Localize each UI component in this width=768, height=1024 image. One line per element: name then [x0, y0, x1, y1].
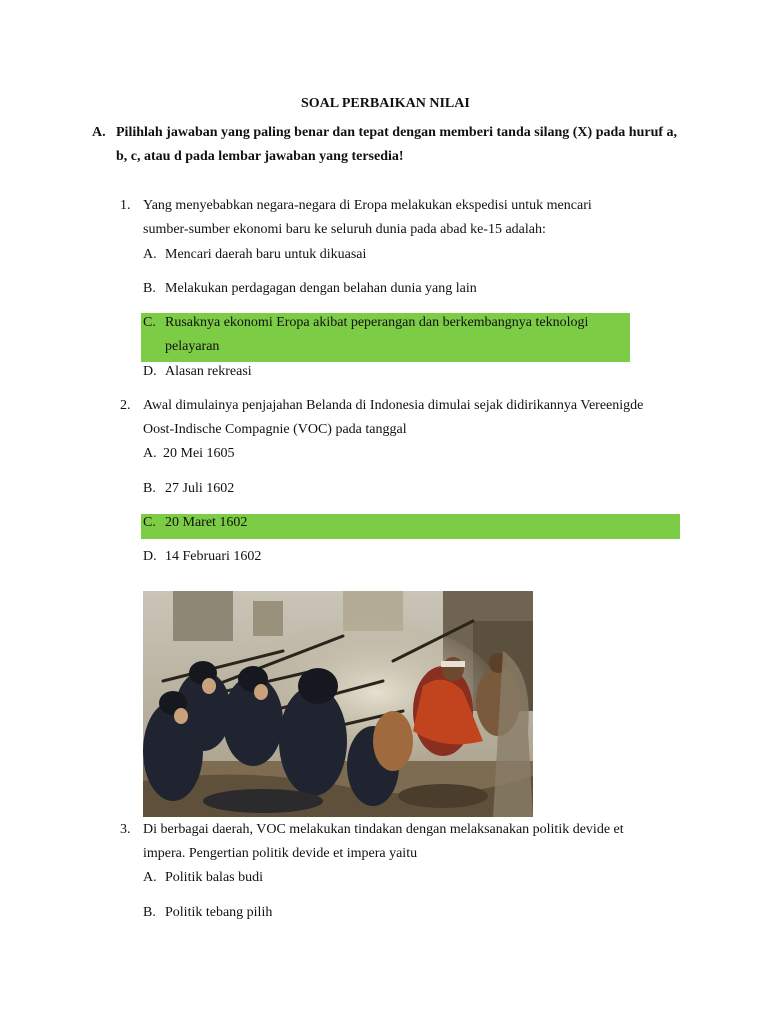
q1-option-d-text[interactable]: Alasan rekreasi — [165, 364, 252, 379]
q2-option-a-text[interactable]: 20 Mei 1605 — [163, 446, 235, 461]
question-2-number: 2. — [120, 398, 131, 413]
q3-option-b-text[interactable]: Politik tebang pilih — [165, 905, 273, 920]
question-2-text-line-2: Oost-Indische Compagnie (VOC) pada tanggal — [143, 422, 407, 437]
q1-option-c-text-line-1[interactable]: Rusaknya ekonomi Eropa akibat peperangan dan berkembangnya teknologi — [165, 315, 589, 330]
question-3-number: 3. — [120, 822, 131, 837]
question-3-text-line-2: impera. Pengertian politik devide et impera yaitu — [143, 846, 418, 861]
q1-option-a-letter[interactable]: A. — [143, 247, 157, 262]
section-letter: A. — [92, 125, 106, 140]
q2-option-a-letter[interactable]: A. — [143, 446, 157, 461]
q2-option-c-letter[interactable]: C. — [143, 515, 156, 530]
q3-option-b-letter[interactable]: B. — [143, 905, 156, 920]
battle-painting-image — [143, 591, 533, 817]
question-3-text-line-1: Di berbagai daerah, VOC melakukan tindakan dengan melaksanakan politik devide et — [143, 822, 624, 837]
q1-option-c-letter[interactable]: C. — [143, 315, 156, 330]
page-title: SOAL PERBAIKAN NILAI — [301, 96, 470, 111]
q3-option-a-text[interactable]: Politik balas budi — [165, 870, 263, 885]
question-1-text-line-1: Yang menyebabkan negara-negara di Eropa melakukan ekspedisi untuk mencari — [143, 198, 592, 213]
q2-option-b-text[interactable]: 27 Juli 1602 — [165, 481, 235, 496]
q1-option-b-text[interactable]: Melakukan perdagagan dengan belahan dunia yang lain — [165, 281, 477, 296]
q2-option-b-letter[interactable]: B. — [143, 481, 156, 496]
q2-option-d-letter[interactable]: D. — [143, 549, 157, 564]
q1-option-a-text[interactable]: Mencari daerah baru untuk dikuasai — [165, 247, 367, 262]
instruction-line-2: b, c, atau d pada lembar jawaban yang tersedia! — [116, 149, 404, 164]
q3-option-a-letter[interactable]: A. — [143, 870, 157, 885]
q1-option-d-letter[interactable]: D. — [143, 364, 157, 379]
q2-option-d-text[interactable]: 14 Februari 1602 — [165, 549, 262, 564]
q1-option-c-text-line-2[interactable]: pelayaran — [165, 339, 220, 354]
question-2-text-line-1: Awal dimulainya penjajahan Belanda di Indonesia dimulai sejak didirikannya Vereenigde — [143, 398, 644, 413]
question-1-number: 1. — [120, 198, 131, 213]
instruction-line-1: Pilihlah jawaban yang paling benar dan tepat dengan memberi tanda silang (X) pada huruf a, — [116, 125, 678, 140]
q2-option-c-text[interactable]: 20 Maret 1602 — [165, 515, 248, 530]
q1-option-b-letter[interactable]: B. — [143, 281, 156, 296]
question-1-text-line-2: sumber-sumber ekonomi baru ke seluruh dunia pada abad ke-15 adalah: — [143, 222, 546, 237]
